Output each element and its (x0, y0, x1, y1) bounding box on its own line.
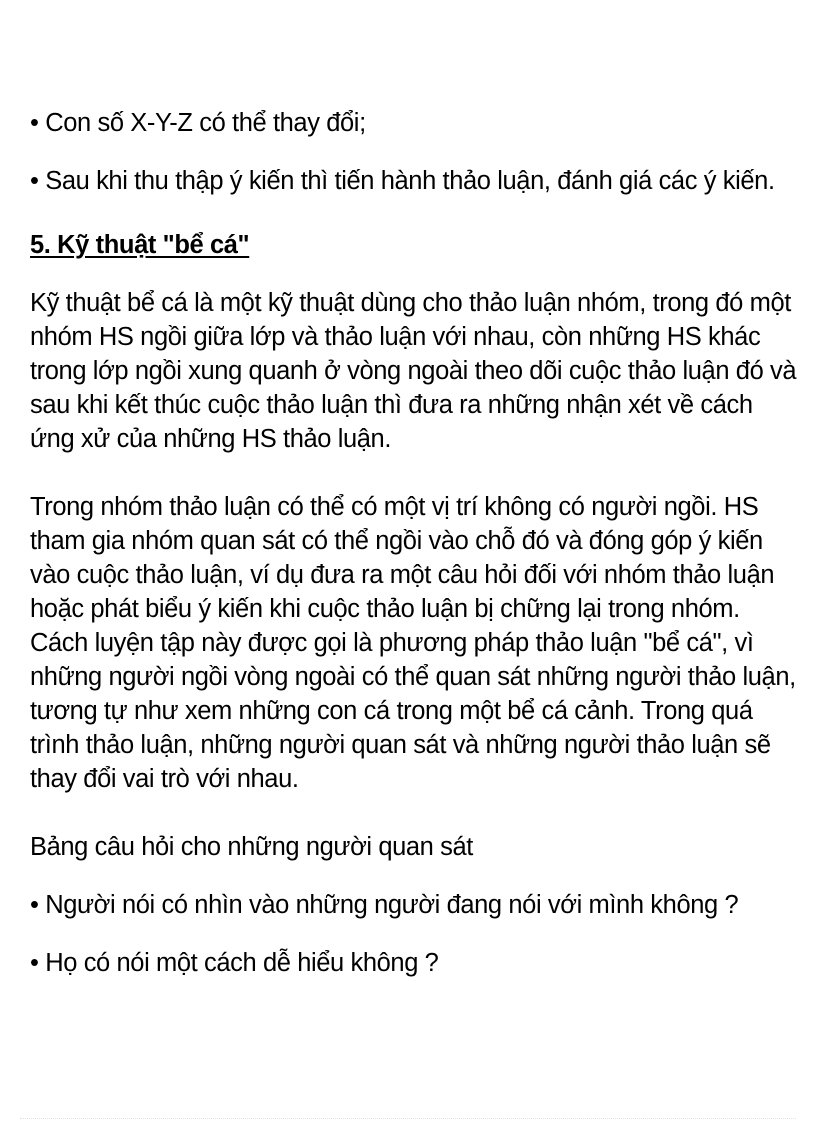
bullet-collect-opinions: • Sau khi thu thập ý kiến thì tiến hành thảo luận, đánh giá các ý kiến. (30, 167, 775, 195)
section-heading: 5. Kỹ thuật "bể cá" (30, 231, 250, 259)
bullet-xyz: • Con số X-Y-Z có thể thay đổi; (30, 109, 366, 137)
paragraph-fishbowl-definition: Kỹ thuật bể cá là một kỹ thuật dùng cho thảo luận nhóm, trong đó một nhóm HS ngồi giữa lớp và thảo luận với nhau, còn những HS khác trong lớp ngồi xung quanh ở vòng ngoài theo dõi cuộc thảo luận đó và sau khi kết thúc cuộc thảo luận thì đưa ra những nhận xét về cách ứng xử của những HS thảo luận. (30, 289, 797, 453)
document-page (30, 106, 802, 980)
page-bottom-divider (20, 1118, 796, 1119)
question-eye-contact: • Người nói có nhìn vào những người đang nói với mình không ? (30, 891, 739, 919)
questions-title: Bảng câu hỏi cho những người quan sát (30, 833, 473, 861)
question-clarity: • Họ có nói một cách dễ hiểu không ? (30, 949, 439, 977)
paragraph-fishbowl-procedure: Trong nhóm thảo luận có thể có một vị trí không có người ngồi. HS tham gia nhóm quan sát có thể ngồi vào chỗ đó và đóng góp ý kiến vào cuộc thảo luận, ví dụ đưa ra một câu hỏi đối với nhóm thảo luận hoặc phát biểu ý kiến khi cuộc thảo luận bị chững lại trong nhóm. Cách luyện tập này được gọi là phương pháp thảo luận "bể cá", vì những người ngồi vòng ngoài có thể quan sát những người thảo luận, tương tự như xem những con cá trong một bể cá cảnh. Trong quá trình thảo luận, những người quan sát và những người thảo luận sẽ thay đổi vai trò với nhau. (30, 493, 796, 793)
